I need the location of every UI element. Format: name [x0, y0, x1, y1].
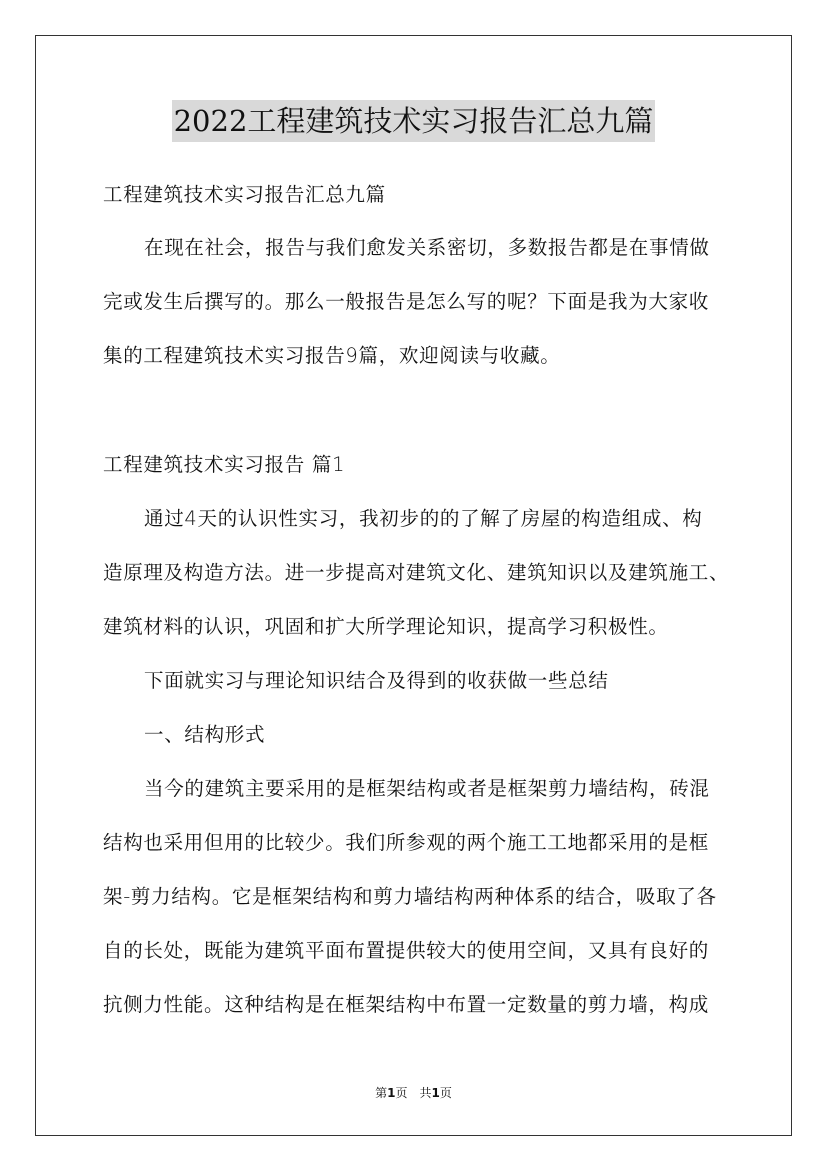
footer-page-total: 1: [431, 1086, 440, 1100]
paragraph-line: 抗侧力性能。这种结构是在框架结构中布置一定数量的剪力墙，构成: [103, 993, 710, 1016]
document-title: 2022工程建筑技术实习报告汇总九篇: [172, 100, 656, 142]
paragraph-line: 造原理及构造方法。进一步提高对建筑文化、建筑知识以及建筑施工、: [103, 561, 730, 584]
paragraph-line: 自的长处，既能为建筑平面布置提供较大的使用空间，又具有良好的: [103, 939, 710, 962]
footer-page-current: 1: [387, 1086, 396, 1100]
subsection-heading: 一、结构形式: [144, 723, 266, 746]
section-heading: 工程建筑技术实习报告 篇1: [103, 453, 346, 476]
paragraph-line: 建筑材料的认识，巩固和扩大所学理论知识，提高学习积极性。: [103, 615, 669, 638]
footer-label: 第: [375, 1086, 388, 1100]
paragraph-line: 下面就实习与理论知识结合及得到的收获做一些总结: [144, 669, 609, 692]
paragraph-line: 完或发生后撰写的。那么一般报告是怎么写的呢？下面是我为大家收: [103, 290, 710, 313]
footer-label: 页 共: [395, 1086, 432, 1100]
paragraph-line: 通过4天的认识性实习，我初步的的了解了房屋的构造组成、构: [144, 507, 703, 530]
subtitle-line: 工程建筑技术实习报告汇总九篇: [103, 183, 386, 206]
paragraph-line: 架-剪力结构。它是框架结构和剪力墙结构两种体系的结合，吸取了各: [103, 885, 717, 908]
paragraph-line: 当今的建筑主要采用的是框架结构或者是框架剪力墙结构，砖混: [144, 777, 710, 800]
title-wrap: [0, 100, 827, 142]
paragraph-line: 集的工程建筑技术实习报告9篇，欢迎阅读与收藏。: [103, 344, 561, 367]
page-footer: [0, 1085, 827, 1101]
paragraph-line: 在现在社会，报告与我们愈发关系密切，多数报告都是在事情做: [144, 236, 710, 259]
paragraph-line: 结构也采用但用的比较少。我们所参观的两个施工工地都采用的是框: [103, 831, 710, 854]
footer-label: 页: [439, 1086, 452, 1100]
